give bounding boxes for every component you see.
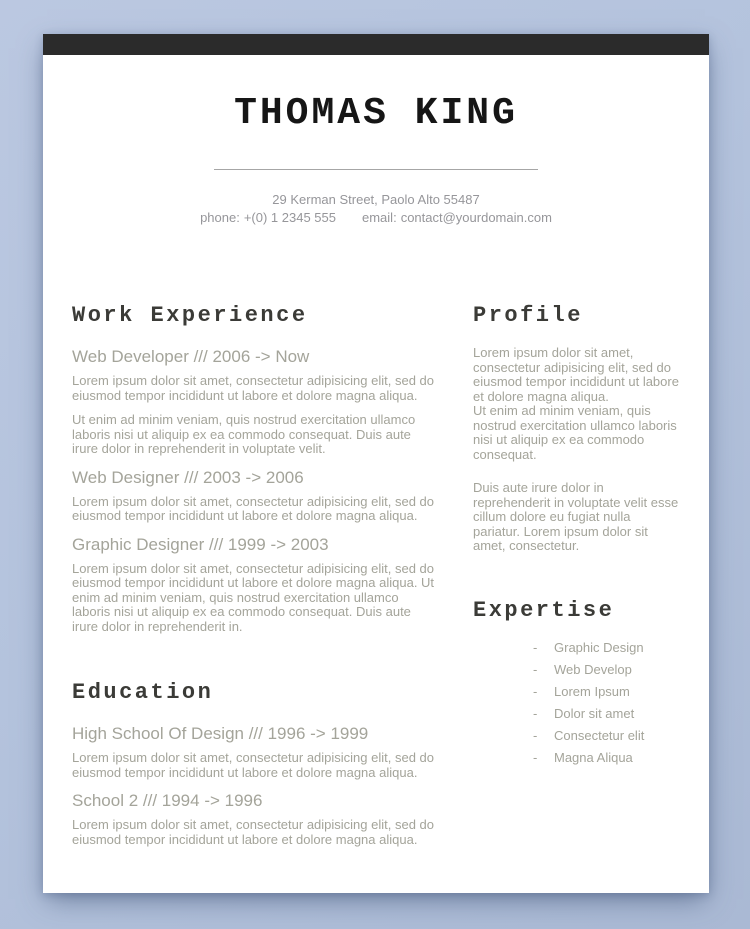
phone-value: +(0) 1 2345 555 — [243, 210, 336, 225]
job-title: Web Designer /// 2003 -> 2006 — [72, 467, 304, 487]
expertise-item-label: Graphic Design — [554, 640, 644, 655]
job-paragraph: Lorem ipsum dolor sit amet, consectetur adipisicing elit, sed do eiusmod tempor incididunt ut labore et dolore magna aliqua. Ut enim ad minim veniam, quis nostrud exercitation ullamco laboris nisi ut aliquip ex ea commodo consequat. Duis aute irure dolor in reprehenderit in. — [72, 560, 435, 634]
job-paragraph: Lorem ipsum dolor sit amet, consectetur adipisicing elit, sed do eiusmod tempor incididunt ut labore et dolore magna aliqua. — [72, 373, 435, 403]
school-title: High School Of Design /// 1996 -> 1999 — [72, 724, 369, 743]
email-label: email: — [362, 210, 397, 225]
header-divider — [214, 169, 538, 170]
dash-bullet: - — [533, 750, 538, 765]
dash-bullet: - — [533, 684, 538, 699]
education-heading: Education — [72, 680, 214, 705]
job-paragraph: Lorem ipsum dolor sit amet, consectetur adipisicing elit, sed do eiusmod tempor incididunt ut labore et dolore magna aliqua. — [72, 493, 435, 523]
list-item — [473, 641, 679, 655]
list-item — [473, 729, 679, 743]
expertise-item-label: Consectetur elit — [554, 728, 645, 743]
dash-bullet: - — [533, 706, 538, 721]
job-title: Web Developer /// 2006 -> Now — [72, 347, 310, 366]
expertise-item-label: Magna Aliqua — [554, 750, 633, 765]
dash-bullet: - — [533, 640, 538, 655]
section-work-experience — [72, 302, 440, 644]
school-paragraph: Lorem ipsum dolor sit amet, consectetur adipisicing elit, sed do eiusmod tempor incididunt ut labore et dolore magna aliqua. — [72, 750, 435, 780]
school-paragraph: Lorem ipsum dolor sit amet, consectetur adipisicing elit, sed do eiusmod tempor incididunt ut labore et dolore magna aliqua. — [72, 817, 435, 847]
profile-paragraph: Lorem ipsum dolor sit amet, consectetur adipisicing elit, sed do eiusmod tempor incididunt ut labore et dolore magna aliqua. — [473, 345, 679, 404]
job-title: Graphic Designer /// 1999 -> 2003 — [72, 534, 329, 554]
person-name: THOMAS KING — [234, 92, 518, 135]
dash-bullet: - — [533, 662, 538, 677]
work-experience-heading: Work Experience — [72, 303, 308, 328]
list-item — [473, 707, 679, 721]
school-entry — [72, 790, 440, 847]
header-accent-bar — [43, 34, 709, 55]
phone-pair — [200, 209, 336, 227]
profile-heading: Profile — [473, 303, 583, 328]
job-entry — [72, 534, 440, 635]
dash-bullet: - — [533, 728, 538, 743]
section-education — [72, 679, 440, 857]
profile-paragraph: Ut enim ad minim veniam, quis nostrud exercitation ullamco laboris nisi ut aliquip ex ea commodo consequat. — [473, 403, 677, 462]
expertise-item-label: Dolor sit amet — [554, 706, 635, 721]
section-profile — [473, 302, 679, 554]
job-entry — [72, 467, 440, 524]
list-item — [473, 685, 679, 699]
expertise-list — [473, 641, 679, 765]
list-item — [473, 663, 679, 677]
expertise-heading: Expertise — [473, 598, 615, 623]
school-entry — [72, 723, 440, 780]
email-value: contact@yourdomain.com — [400, 210, 552, 225]
expertise-item-label: Web Develop — [554, 662, 632, 677]
job-entry — [72, 346, 440, 457]
school-title: School 2 /// 1994 -> 1996 — [72, 791, 263, 810]
profile-text — [473, 346, 679, 554]
section-expertise — [473, 597, 679, 773]
phone-label: phone: — [200, 210, 240, 225]
expertise-item-label: Lorem Ipsum — [554, 684, 630, 699]
profile-paragraph: Duis aute irure dolor in reprehenderit in voluptate velit esse cillum dolore eu fugiat nulla pariatur. Lorem ipsum dolor sit amet, consectetur. — [473, 480, 679, 553]
job-paragraph: Ut enim ad minim veniam, quis nostrud exercitation ullamco laboris nisi ut aliquip ex ea commodo consequat. Duis aute irure dolor in reprehenderit in voluptate velit. — [72, 412, 416, 456]
email-pair — [362, 209, 552, 227]
resume-page — [43, 34, 709, 893]
address-line: 29 Kerman Street, Paolo Alto 55487 — [272, 192, 480, 207]
list-item — [473, 751, 679, 765]
contact-line — [43, 209, 709, 227]
